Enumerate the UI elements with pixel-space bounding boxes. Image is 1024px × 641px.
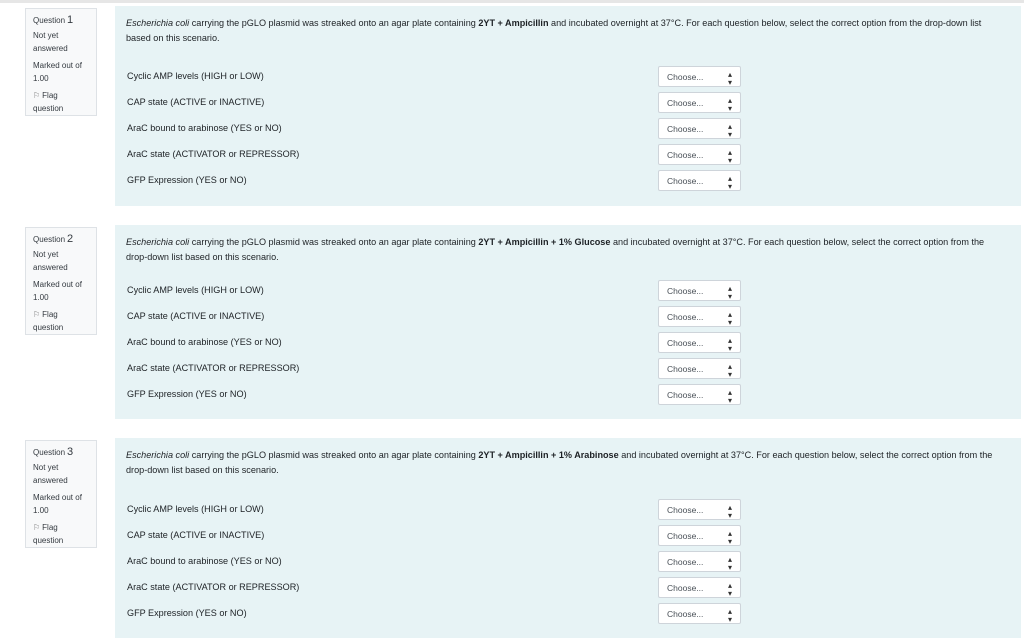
question-number-value: 3 bbox=[67, 446, 74, 458]
flag-icon: ⚐ bbox=[33, 310, 41, 319]
answer-row bbox=[115, 143, 1021, 167]
question-label: Question bbox=[33, 16, 66, 25]
answer-row bbox=[115, 117, 1021, 141]
answer-row bbox=[115, 305, 1021, 329]
question-grade bbox=[33, 278, 96, 304]
updown-arrow-icon: ▴ ▾ bbox=[727, 284, 732, 301]
question-state bbox=[33, 461, 96, 487]
select-value: Choose... bbox=[667, 150, 704, 160]
organism-name: Escherichia coli bbox=[126, 18, 190, 28]
select-value: Choose... bbox=[667, 98, 704, 108]
grade-label: Marked out of bbox=[33, 280, 82, 289]
select-value: Choose... bbox=[667, 531, 704, 541]
answer-select[interactable] bbox=[658, 144, 741, 165]
row-label: AraC state (ACTIVATOR or REPRESSOR) bbox=[127, 149, 300, 159]
flag-label-2: question bbox=[33, 536, 64, 545]
organism-name: Escherichia coli bbox=[126, 450, 190, 460]
row-label: Cyclic AMP levels (HIGH or LOW) bbox=[127, 71, 264, 81]
select-value: Choose... bbox=[667, 364, 704, 374]
state-line-1: Not yet bbox=[33, 463, 59, 472]
answer-row bbox=[115, 169, 1021, 193]
answer-row bbox=[115, 602, 1021, 626]
updown-arrow-icon: ▴ ▾ bbox=[727, 148, 732, 165]
flag-label: Flag bbox=[42, 91, 58, 100]
row-label: GFP Expression (YES or NO) bbox=[127, 608, 247, 618]
answer-select[interactable] bbox=[658, 118, 741, 139]
updown-arrow-icon: ▴ ▾ bbox=[727, 503, 732, 520]
answer-row bbox=[115, 331, 1021, 355]
select-value: Choose... bbox=[667, 557, 704, 567]
select-value: Choose... bbox=[667, 390, 704, 400]
flag-label: Flag bbox=[42, 523, 58, 532]
question-1-info bbox=[25, 8, 97, 116]
question-2-content bbox=[115, 225, 1021, 419]
updown-arrow-icon: ▴ ▾ bbox=[727, 581, 732, 598]
row-label: Cyclic AMP levels (HIGH or LOW) bbox=[127, 504, 264, 514]
answer-row bbox=[115, 357, 1021, 381]
text-post: and incubated overnight at 37°C. For each question below, select the correct option from the drop-down list based on this scenario. bbox=[126, 450, 993, 475]
answer-select[interactable] bbox=[658, 332, 741, 353]
answer-row bbox=[115, 550, 1021, 574]
answer-row bbox=[115, 498, 1021, 522]
select-value: Choose... bbox=[667, 124, 704, 134]
question-grade bbox=[33, 59, 96, 85]
text-pre: carrying the pGLO plasmid was streaked onto an agar plate containing bbox=[189, 237, 479, 247]
row-label: AraC state (ACTIVATOR or REPRESSOR) bbox=[127, 582, 300, 592]
text-post: and incubated overnight at 37°C. For each question below, select the correct option from the drop-down list based on this scenario. bbox=[126, 237, 985, 262]
answer-select[interactable] bbox=[658, 551, 741, 572]
updown-arrow-icon: ▴ ▾ bbox=[727, 122, 732, 139]
state-line-2: answered bbox=[33, 263, 68, 272]
medium-name: 2YT + Ampicillin + 1% Arabinose bbox=[478, 450, 619, 460]
state-line-1: Not yet bbox=[33, 31, 59, 40]
updown-arrow-icon: ▴ ▾ bbox=[727, 362, 732, 379]
row-label: AraC bound to arabinose (YES or NO) bbox=[127, 337, 282, 347]
flag-label-2: question bbox=[33, 323, 64, 332]
question-3-content bbox=[115, 438, 1021, 638]
question-number bbox=[33, 234, 96, 245]
question-3-info bbox=[25, 440, 97, 548]
answer-select[interactable] bbox=[658, 384, 741, 405]
answer-row bbox=[115, 279, 1021, 303]
answer-row bbox=[115, 383, 1021, 407]
state-line-2: answered bbox=[33, 476, 68, 485]
medium-name: 2YT + Ampicillin bbox=[478, 18, 549, 28]
row-label: CAP state (ACTIVE or INACTIVE) bbox=[127, 97, 265, 107]
flag-question-link[interactable] bbox=[33, 521, 96, 547]
row-label: Cyclic AMP levels (HIGH or LOW) bbox=[127, 285, 264, 295]
row-label: CAP state (ACTIVE or INACTIVE) bbox=[127, 530, 265, 540]
question-text bbox=[126, 235, 1006, 265]
grade-label: Marked out of bbox=[33, 493, 82, 502]
row-label: AraC bound to arabinose (YES or NO) bbox=[127, 123, 282, 133]
flag-question-link[interactable] bbox=[33, 89, 96, 115]
question-state bbox=[33, 248, 96, 274]
state-line-1: Not yet bbox=[33, 250, 59, 259]
flag-label: Flag bbox=[42, 310, 58, 319]
state-line-2: answered bbox=[33, 44, 68, 53]
updown-arrow-icon: ▴ ▾ bbox=[727, 96, 732, 113]
select-value: Choose... bbox=[667, 72, 704, 82]
flag-question-link[interactable] bbox=[33, 308, 96, 334]
row-label: CAP state (ACTIVE or INACTIVE) bbox=[127, 311, 265, 321]
flag-icon: ⚐ bbox=[33, 91, 41, 100]
row-label: AraC state (ACTIVATOR or REPRESSOR) bbox=[127, 363, 300, 373]
answer-select[interactable] bbox=[658, 577, 741, 598]
question-1-content bbox=[115, 6, 1021, 206]
question-state bbox=[33, 29, 96, 55]
answer-select[interactable] bbox=[658, 170, 741, 191]
select-value: Choose... bbox=[667, 583, 704, 593]
question-grade bbox=[33, 491, 96, 517]
answer-select[interactable] bbox=[658, 92, 741, 113]
answer-select[interactable] bbox=[658, 280, 741, 301]
row-label: AraC bound to arabinose (YES or NO) bbox=[127, 556, 282, 566]
answer-row bbox=[115, 524, 1021, 548]
updown-arrow-icon: ▴ ▾ bbox=[727, 388, 732, 405]
answer-row bbox=[115, 91, 1021, 115]
row-label: GFP Expression (YES or NO) bbox=[127, 389, 247, 399]
question-2-info bbox=[25, 227, 97, 335]
answer-row bbox=[115, 576, 1021, 600]
updown-arrow-icon: ▴ ▾ bbox=[727, 555, 732, 572]
updown-arrow-icon: ▴ ▾ bbox=[727, 70, 732, 87]
question-label: Question bbox=[33, 235, 66, 244]
select-value: Choose... bbox=[667, 176, 704, 186]
question-number-value: 1 bbox=[67, 14, 74, 26]
answer-select[interactable] bbox=[658, 306, 741, 327]
answer-select[interactable] bbox=[658, 358, 741, 379]
answer-row bbox=[115, 65, 1021, 89]
select-value: Choose... bbox=[667, 338, 704, 348]
updown-arrow-icon: ▴ ▾ bbox=[727, 529, 732, 546]
text-pre: carrying the pGLO plasmid was streaked onto an agar plate containing bbox=[189, 450, 479, 460]
updown-arrow-icon: ▴ ▾ bbox=[727, 607, 732, 624]
select-value: Choose... bbox=[667, 312, 704, 322]
updown-arrow-icon: ▴ ▾ bbox=[727, 310, 732, 327]
organism-name: Escherichia coli bbox=[126, 237, 190, 247]
question-number bbox=[33, 447, 96, 458]
answer-select[interactable] bbox=[658, 66, 741, 87]
answer-select[interactable] bbox=[658, 525, 741, 546]
select-value: Choose... bbox=[667, 286, 704, 296]
flag-icon: ⚐ bbox=[33, 523, 41, 532]
grade-label: Marked out of bbox=[33, 61, 82, 70]
text-pre: carrying the pGLO plasmid was streaked onto an agar plate containing bbox=[189, 18, 479, 28]
updown-arrow-icon: ▴ ▾ bbox=[727, 174, 732, 191]
updown-arrow-icon: ▴ ▾ bbox=[727, 336, 732, 353]
question-number bbox=[33, 15, 96, 26]
select-value: Choose... bbox=[667, 609, 704, 619]
flag-label-2: question bbox=[33, 104, 64, 113]
grade-value: 1.00 bbox=[33, 293, 49, 302]
answer-select[interactable] bbox=[658, 499, 741, 520]
grade-value: 1.00 bbox=[33, 74, 49, 83]
question-text bbox=[126, 448, 1006, 478]
grade-value: 1.00 bbox=[33, 506, 49, 515]
answer-select[interactable] bbox=[658, 603, 741, 624]
question-number-value: 2 bbox=[67, 233, 74, 245]
question-label: Question bbox=[33, 448, 66, 457]
row-label: GFP Expression (YES or NO) bbox=[127, 175, 247, 185]
select-value: Choose... bbox=[667, 505, 704, 515]
medium-name: 2YT + Ampicillin + 1% Glucose bbox=[478, 237, 611, 247]
text-post: and incubated overnight at 37°C. For each question below, select the correct option from the drop-down list based on this scenario. bbox=[126, 18, 982, 43]
question-text bbox=[126, 16, 1006, 46]
top-divider bbox=[0, 0, 1024, 3]
